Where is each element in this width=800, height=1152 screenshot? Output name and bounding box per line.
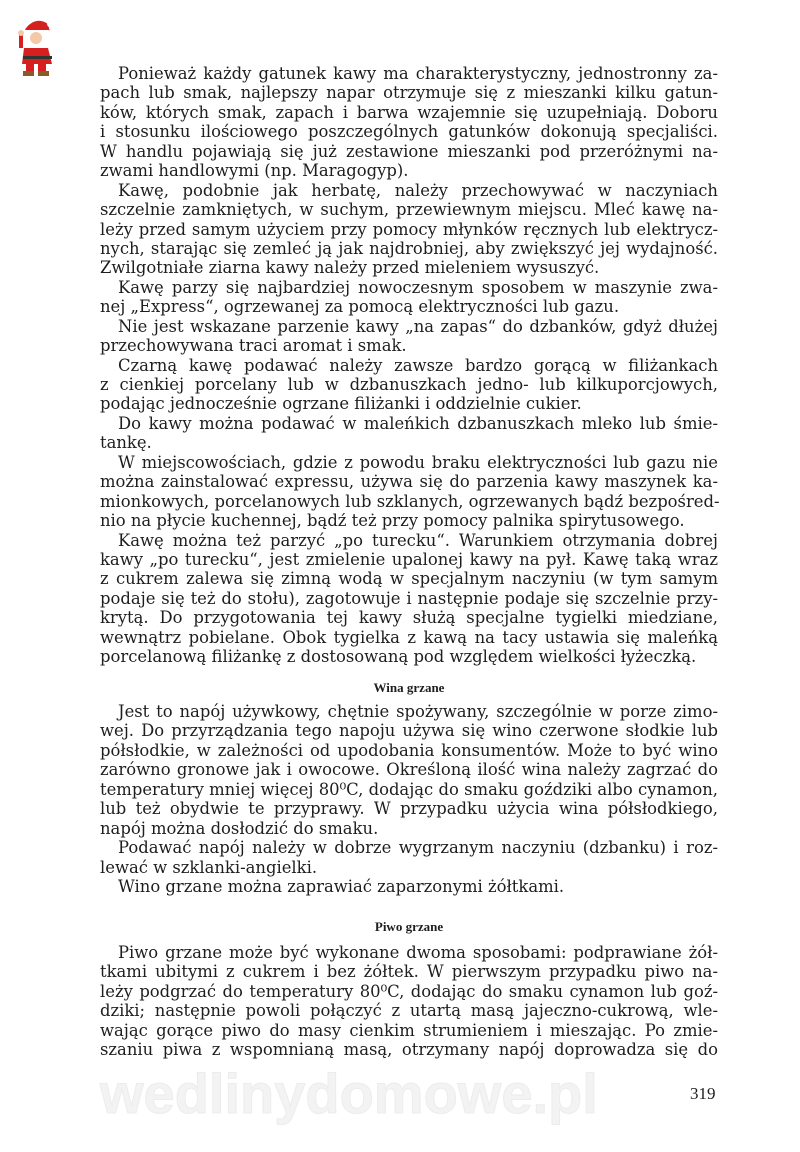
text-line: tankę. [100,433,152,453]
text-line: Kawę można też parzyć „po turecku“. Warunkiem otrzymania dobrej [118,530,718,550]
paragraph [100,453,718,531]
text-line: ków, których smak, zapach i barwa wzajemnie się uzupełniają. Doboru [100,102,718,122]
coffee-section [100,64,718,667]
section-heading-piwo-grzane: Piwo grzane [374,919,444,934]
text-line: W miejscowościach, gdzie z powodu braku elektryczności lub gazu nie [118,452,718,472]
text-line: zarówno gronowe jak i owocowe. Określoną ilość wina należy zagrzać do [100,760,718,780]
text-line: Ponieważ każdy gatunek kawy ma charakterystyczny, jednostronny za- [118,64,718,83]
text-line: leży przed samym użyciem przy pomocy młynków ręcznych lub elektrycz- [100,219,718,239]
text-line: przechowywana traci aromat i smak. [100,336,407,356]
text-line: pach lub smak, najlepszy napar otrzymuje się z mieszanki kilku gatun- [100,83,718,103]
text-line: kawy „po turecku“, jest zmielenie upalonej kawy na pył. Kawę taką wraz [100,549,718,569]
paragraph [100,877,718,896]
text-line: podaje się też do stołu), zagotowuje i następnie podaje się szczelnie przy- [100,588,718,608]
text-line: z cukrem zalewa się zimną wodą w specjalnym naczyniu (w tym samym [100,569,718,589]
text-line: lub też obydwie te przyprawy. W przypadku użycia wina półsłodkiego, [100,799,718,819]
text-line: lewać w szklanki-angielki. [100,857,318,877]
paragraph [100,414,718,453]
page-number: 319 [690,1084,716,1103]
text-line: półsłodkie, w zależności od upodobania konsumentów. Może to być wino [100,740,718,760]
paragraph [100,702,718,838]
text-line: nych, starając się zemleć ją jak najdrobniej, aby zwiększyć jej wydajność. [100,238,718,258]
paragraph [100,943,718,1060]
text-line: i stosunku ilościowego poszczególnych gatunków dokonują specjaliści. [100,122,718,142]
watermark: wedlinydomowe.pl [100,1062,598,1125]
text-line: szaniu piwa z wspomnianą masą, otrzymany napój doprowadza się do [100,1040,718,1060]
text-line: tkami ubitymi z cukrem i bez żółtek. W pierwszym przypadku piwo na- [100,962,718,982]
text-line: z cienkiej porcelany lub w dzbanuszkach jedno- lub kilkuporcjowych, [100,375,718,394]
text-line: Piwo grzane może być wykonane dwoma sposobami: podprawiane żół- [118,943,718,962]
text-line: W handlu pojawiają się już zestawione mieszanki pod przeróżnymi na- [100,141,718,161]
text-line: Kawę parzy się najbardziej nowoczesnym sposobem w maszynie zwa- [118,277,718,297]
piwo-grzane-section [100,943,718,1060]
text-line: Wino grzane można zaprawiać zaparzonymi żółtkami. [118,876,565,896]
wina-grzane-section [100,702,718,896]
text-line: podając jednocześnie ogrzane filiżanki i oddzielnie cukier. [100,394,582,414]
text-line: wając gorące piwo do masy cienkim strumieniem i mieszając. Po zmie- [100,1020,718,1040]
paragraph [100,317,718,356]
text-line: Kawę, podobnie jak herbatę, należy przechowywać w naczyniach [118,180,718,200]
text-line: napój można dosłodzić do smaku. [100,818,379,838]
paragraph [100,838,718,877]
section-heading-wina-grzane: Wina grzane [373,680,445,695]
text-line: leży podgrzać do temperatury 80⁰C, dodając do smaku cynamon lub goź- [100,981,718,1001]
santa-claus-icon [14,16,58,78]
text-line: Do kawy można podawać w maleńkich dzbanuszkach mleko lub śmie- [118,413,718,433]
text-line: dziki; następnie powoli połączyć z utartą masą jajeczno-cukrową, wle- [100,1001,718,1021]
paragraph [100,278,718,317]
text-line: Podawać napój należy w dobrze wygrzanym naczyniu (dzbanku) i roz- [118,838,718,858]
text-line: Zwilgotniałe ziarna kawy należy przed mieleniem wysuszyć. [100,258,600,278]
paragraph [100,356,718,414]
text-line: wej. Do przyrządzania tego napoju używa się wino czerwone słodkie lub [100,721,718,741]
text-line: nio na płycie kuchennej, bądź też przy pomocy palnika spirytusowego. [100,511,685,531]
text-line: zwami handlowymi (np. Maragogyp). [100,161,409,181]
text-line: można zainstalować expressu, używa się do parzenia kawy maszynek ka- [100,472,718,492]
text-line: Czarną kawę podawać należy zawsze bardzo gorącą w filiżankach [118,355,718,375]
paragraph [100,64,718,181]
text-line: wewnątrz pobielane. Obok tygielka z kawą na tacy ustawia się maleńką [100,627,718,647]
text-line: temperatury mniej więcej 80⁰C, dodając do smaku goździki albo cynamon, [100,779,718,799]
paragraph [100,181,718,278]
text-line: porcelanową filiżankę z dostosowaną pod względem wielkości łyżeczką. [100,647,697,667]
text-line: mionkowych, porcelanowych lub szklanych, ogrzewanych bądź bezpośred- [100,491,720,511]
text-line: Jest to napój używkowy, chętnie spożywany, szczególnie w porze zimo- [118,702,718,721]
text-line: Nie jest wskazane parzenie kawy „na zapas“ do dzbanków, gdyż dłużej [118,316,718,336]
text-line: szczelnie zamkniętych, w suchym, przewiewnym miejscu. Mleć kawę na- [100,200,718,220]
text-line: krytą. Do przygotowania tej kawy służą specjalne tygielki miedziane, [100,608,718,628]
text-line: nej „Express“, ogrzewanej za pomocą elektryczności lub gazu. [100,297,620,317]
paragraph [100,531,718,667]
